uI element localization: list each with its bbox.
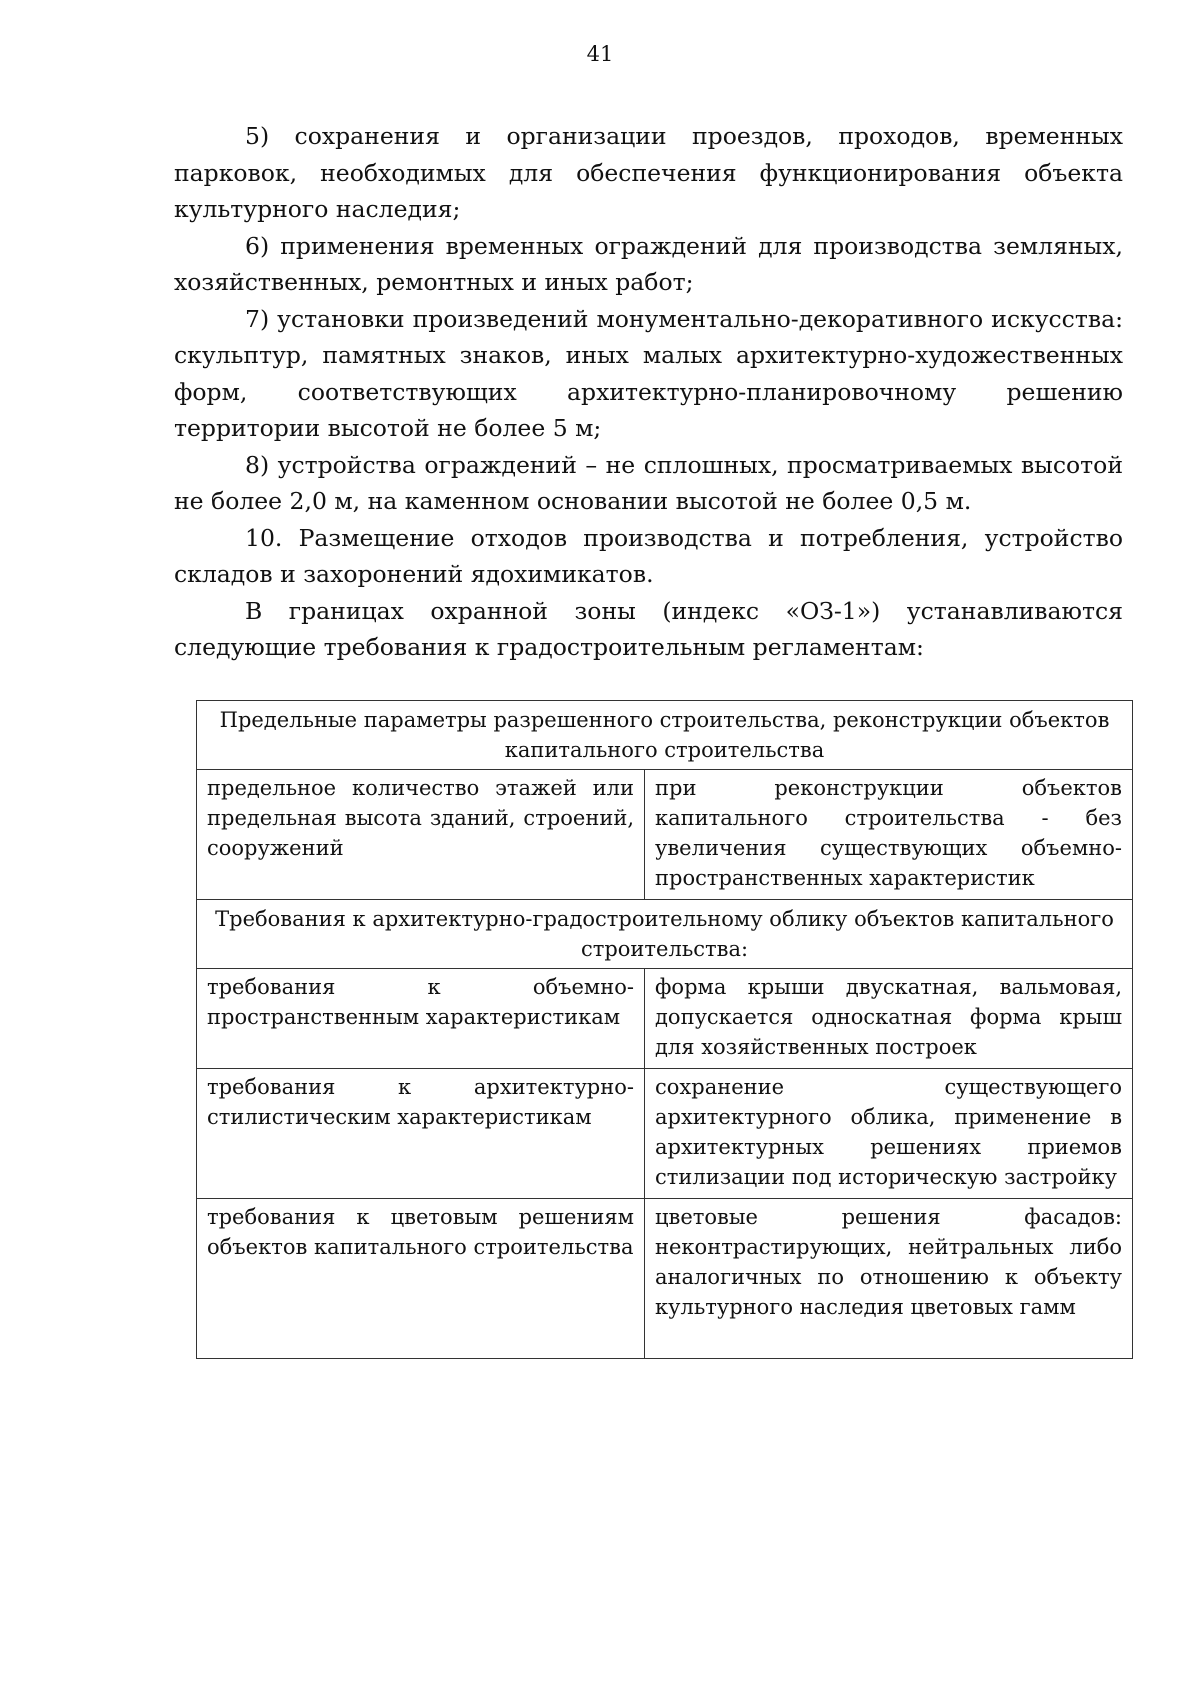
paragraph-item-5: 5) сохранения и организации проездов, проходов, временных парковок, необходимых для обеспечения функционирования объекта культурного наследия; <box>174 122 1123 223</box>
paragraph-item-10: 10. Размещение отходов производства и потребления, устройство складов и захоронений ядохимикатов. <box>174 523 1123 588</box>
row-value-floors: при реконструкции объектов капитального строительства - без увеличения существующих объемно-пространственных характеристик <box>645 770 1133 900</box>
section-header-construction-params: Предельные параметры разрешенного строительства, реконструкции объектов капитального строительства <box>197 701 1133 770</box>
row-label-floors: предельное количество этажей или предельная высота зданий, строений, сооружений <box>197 770 645 900</box>
paragraph-item-8: 8) устройства ограждений – не сплошных, просматриваемых высотой не более 2,0 м, на каменном основании высотой не более 0,5 м. <box>174 450 1123 515</box>
row-label-volume-spatial: требования к объемно-пространственным характеристикам <box>197 969 645 1069</box>
row-value-stylistic: сохранение существующего архитектурного облика, применение в архитектурных решениях приемов стилизации под историческую застройку <box>645 1069 1133 1199</box>
regulations-table <box>196 700 1133 1359</box>
row-value-color: цветовые решения фасадов: неконтрастирующих, нейтральных либо аналогичных по отношению к объекту культурного наследия цветовых гамм <box>645 1199 1133 1359</box>
table-section-header-row <box>197 701 1133 770</box>
table-row <box>197 969 1133 1069</box>
section-header-architectural-appearance: Требования к архитектурно-градостроительному облику объектов капитального строительства: <box>197 900 1133 969</box>
row-label-color: требования к цветовым решениям объектов капитального строительства <box>197 1199 645 1359</box>
table-section-header-row <box>197 900 1133 969</box>
body-text <box>174 118 1123 666</box>
page-number: 41 <box>586 42 614 66</box>
table-row <box>197 1069 1133 1199</box>
table-row <box>197 770 1133 900</box>
paragraph-item-6: 6) применения временных ограждений для производства земляных, хозяйственных, ремонтных и иных работ; <box>174 231 1123 296</box>
row-value-volume-spatial: форма крыши двускатная, вальмовая, допускается односкатная форма крыш для хозяйственных построек <box>645 969 1133 1069</box>
table-row <box>197 1199 1133 1359</box>
row-label-stylistic: требования к архитектурно-стилистическим характеристикам <box>197 1069 645 1199</box>
paragraph-item-7: 7) установки произведений монументально-декоративного искусства: скульптур, памятных знаков, иных малых архитектурно-художественных форм, соответствующих архитектурно-планировочному решению территории высотой не более 5 м; <box>174 304 1123 442</box>
paragraph-protection-zone: В границах охранной зоны (индекс «ОЗ-1») устанавливаются следующие требования к градостроительным регламентам: <box>174 596 1123 661</box>
